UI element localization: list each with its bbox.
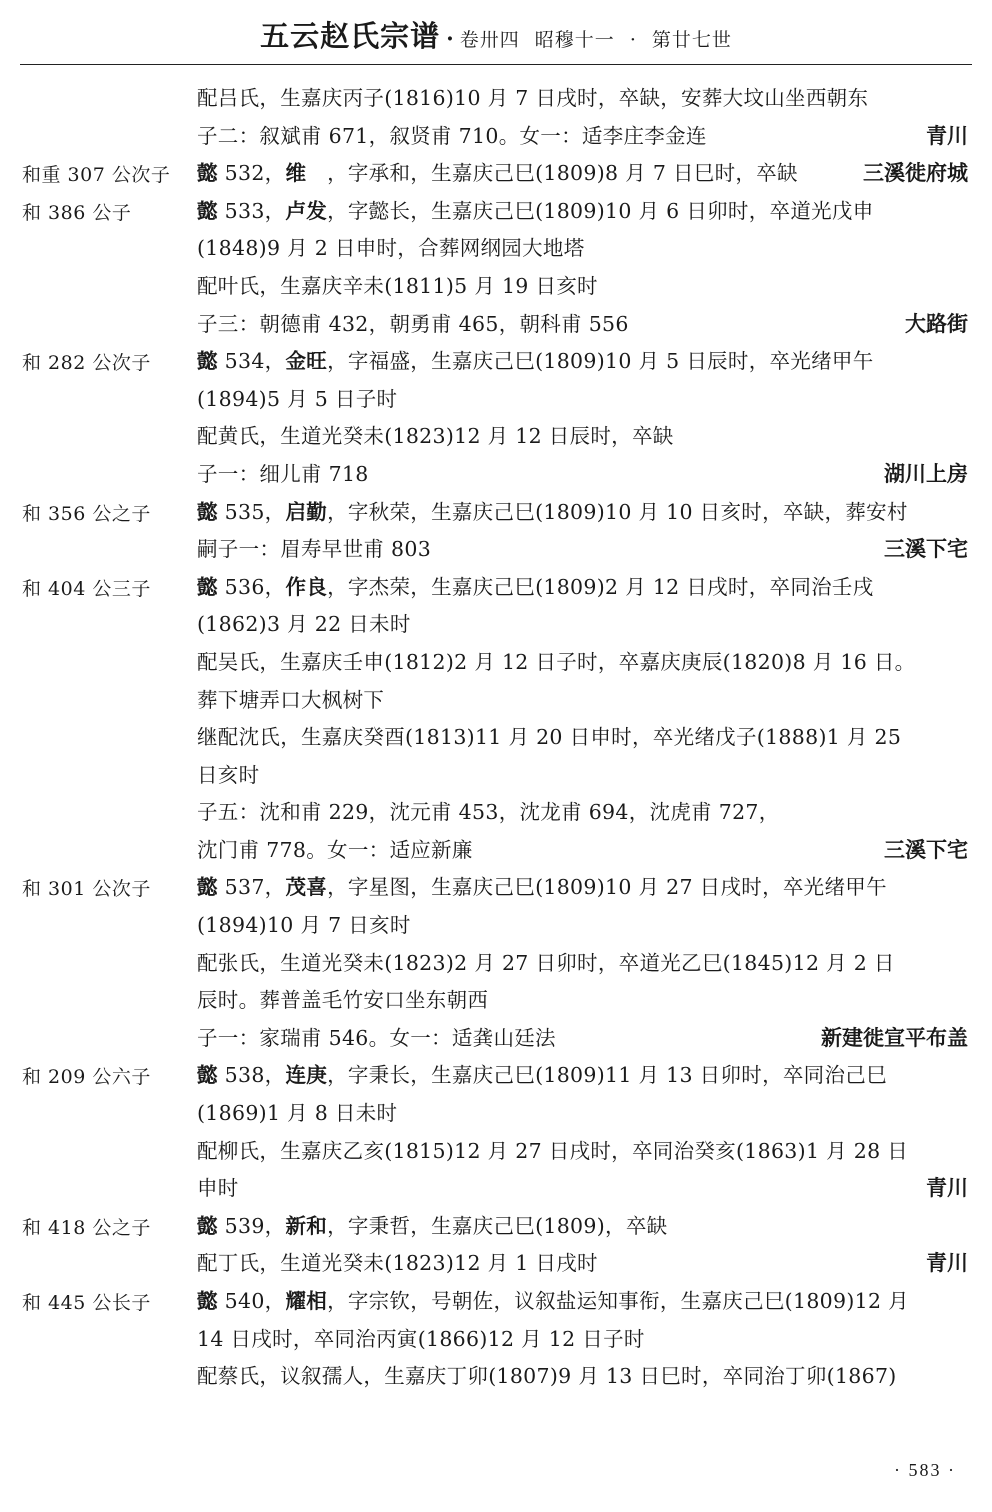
entry-lines [197, 343, 970, 493]
entry-line [197, 794, 970, 832]
entry-text: 懿 537，茂喜，字星图，生嘉庆己巳(1809)10 月 27 日戌时，卒光绪甲午 [197, 875, 887, 900]
entry-text: 懿 539，新和，字秉哲，生嘉庆己巳(1809)，卒缺 [197, 1213, 668, 1238]
genealogy-entry [0, 343, 992, 493]
entry-text: 配吕氏，生嘉庆丙子(1816)10 月 7 日戌时，卒缺，安葬大坟山坐西朝东 [197, 86, 869, 110]
entry-line [197, 1358, 970, 1396]
entry-lines [197, 1283, 970, 1396]
entry-line [197, 644, 970, 682]
entry-lines [197, 1057, 970, 1207]
entry-line [197, 531, 970, 569]
entry-text: (1894)5 月 5 日子时 [197, 386, 398, 411]
entry-line [197, 1208, 970, 1246]
volume-subtitle: 卷卅四 昭穆十一 · 第廿七世 [459, 29, 732, 51]
parent-reference: 和 282 公次子 [22, 352, 151, 375]
entry-line [197, 1245, 970, 1283]
genealogy-entry [0, 1283, 992, 1396]
entry-line [197, 306, 970, 344]
residence-place: 三溪下宅 [884, 837, 968, 862]
entry-text: 子一：家瑞甫 546。女一：适龚山廷法 [197, 1025, 556, 1050]
entry-text: 子一：细儿甫 718 [197, 461, 369, 486]
entry-lines [197, 869, 970, 1057]
residence-place: 三溪徙府城 [863, 161, 968, 186]
entry-line [197, 494, 970, 532]
entry-line [197, 1095, 970, 1133]
entry-line [197, 982, 970, 1020]
residence-place: 新建徙宣平布盖 [821, 1025, 968, 1050]
entry-text: 配丁氏，生道光癸未(1823)12 月 1 日戌时 [197, 1251, 598, 1276]
genealogy-entry [0, 1057, 992, 1207]
genealogy-title: 五云赵氏宗谱 [260, 19, 441, 53]
entry-lines [197, 1208, 970, 1283]
entry-line [197, 1283, 970, 1321]
parent-reference: 和 386 公子 [22, 201, 132, 224]
page-header [0, 14, 992, 54]
entry-text: 申时 [197, 1176, 239, 1201]
entry-lines [197, 80, 970, 155]
residence-place: 青川 [926, 123, 968, 148]
genealogy-entry [0, 1208, 992, 1283]
entry-line [197, 155, 970, 193]
entry-lines [197, 155, 970, 193]
residence-place: 湖川上房 [884, 461, 968, 486]
genealogy-entry [0, 80, 992, 155]
entry-text: 懿 535，启勤，字秋荣，生嘉庆己巳(1809)10 月 10 日亥时，卒缺，葬安村 [197, 499, 908, 524]
entry-lines [197, 193, 970, 343]
entry-text: 日亥时 [197, 762, 260, 787]
entry-text: 辰时。葬普盖毛竹安口坐东朝西 [197, 988, 489, 1013]
header-rule [20, 64, 972, 65]
entry-text: 懿 534，金旺，字福盛，生嘉庆己巳(1809)10 月 5 日辰时，卒光绪甲午 [197, 349, 874, 374]
residence-place: 青川 [926, 1251, 968, 1276]
entry-text: 子二：叙斌甫 671，叙贤甫 710。女一：适李庄李金连 [197, 123, 707, 148]
entry-line [197, 1133, 970, 1171]
residence-place: 三溪下宅 [884, 537, 968, 562]
genealogy-entry [0, 569, 992, 870]
entry-line [197, 268, 970, 306]
entry-line [197, 832, 970, 870]
genealogy-entry [0, 193, 992, 343]
entry-text: 配叶氏，生嘉庆辛未(1811)5 月 19 日亥时 [197, 273, 598, 298]
residence-place: 青川 [926, 1176, 968, 1201]
entry-line [197, 1170, 970, 1208]
entry-line [197, 945, 970, 983]
entry-lines [197, 569, 970, 870]
genealogy-entry [0, 155, 992, 193]
entry-text: (1862)3 月 22 日未时 [197, 612, 411, 637]
parent-reference: 和 418 公之子 [22, 1216, 151, 1239]
entry-text: 懿 533，卢发，字懿长，生嘉庆己巳(1809)10 月 6 日卯时，卒道光戊申 [197, 198, 874, 223]
title-separator: · [446, 26, 454, 52]
entry-line [197, 569, 970, 607]
entry-text: 沈门甫 778。女一：适应新廉 [197, 837, 473, 862]
entry-line [197, 606, 970, 644]
entry-line [197, 757, 970, 795]
entry-text: 懿 540，耀相，字宗钦，号朝佐，议叙盐运知事衔，生嘉庆己巳(1809)12 月 [197, 1289, 909, 1313]
entry-line [197, 381, 970, 419]
entry-text: 嗣子一：眉寿早世甫 803 [197, 537, 432, 562]
entry-text: 继配沈氏，生嘉庆癸酉(1813)11 月 20 日申时，卒光绪戊子(1888)1 月 25 [197, 725, 902, 750]
entry-text: 子五：沈和甫 229，沈元甫 453，沈龙甫 694，沈虎甫 727， [197, 800, 780, 825]
entry-text: 配张氏，生道光癸未(1823)2 月 27 日卯时，卒道光乙巳(1845)12 月 2 日 [197, 950, 895, 975]
parent-reference: 和 356 公之子 [22, 502, 151, 525]
entry-line [197, 418, 970, 456]
entry-text: 葬下塘弄口大枫树下 [197, 687, 385, 712]
genealogy-entries [0, 80, 992, 1396]
entry-line [197, 1321, 970, 1359]
parent-reference: 和 404 公三子 [22, 577, 151, 600]
entry-line [197, 118, 970, 156]
entry-text: 配黄氏，生道光癸未(1823)12 月 12 日辰时，卒缺 [197, 424, 674, 449]
entry-text: 配吴氏，生嘉庆壬申(1812)2 月 12 日子时，卒嘉庆庚辰(1820)8 月 16 日。 [197, 649, 916, 674]
page-number: · 583 · [894, 1460, 956, 1480]
entry-text: 懿 532，维 ，字承和，生嘉庆己巳(1809)8 月 7 日巳时，卒缺 [197, 161, 798, 186]
entry-line [197, 907, 970, 945]
entry-text: 配柳氏，生嘉庆乙亥(1815)12 月 27 日戌时，卒同治癸亥(1863)1 月 28 日 [197, 1138, 909, 1163]
entry-line [197, 1020, 970, 1058]
genealogy-entry [0, 494, 992, 569]
entry-text: 懿 538，连庚，字秉长，生嘉庆己巳(1809)11 月 13 日卯时，卒同治己巳 [197, 1063, 887, 1088]
entry-text: 配蔡氏，议叙孺人，生嘉庆丁卯(1807)9 月 13 日巳时，卒同治丁卯(1867) [197, 1364, 897, 1389]
parent-reference: 和 209 公六子 [22, 1066, 151, 1089]
entry-line [197, 719, 970, 757]
entry-line [197, 193, 970, 231]
genealogy-entry [0, 869, 992, 1057]
entry-text: 14 日戌时，卒同治丙寅(1866)12 月 12 日子时 [197, 1326, 645, 1351]
entry-line [197, 1057, 970, 1095]
entry-line [197, 456, 970, 494]
entry-line [197, 230, 970, 268]
parent-reference: 和重 307 公次子 [22, 164, 171, 187]
entry-line [197, 80, 970, 118]
parent-reference: 和 301 公次子 [22, 878, 151, 901]
entry-line [197, 682, 970, 720]
entry-line [197, 343, 970, 381]
entry-line [197, 869, 970, 907]
entry-text: (1894)10 月 7 日亥时 [197, 913, 411, 938]
entry-text: 懿 536，作良，字杰荣，生嘉庆己巳(1809)2 月 12 日戌时，卒同治壬戌 [197, 574, 874, 599]
residence-place: 大路街 [905, 311, 968, 336]
entry-text: (1869)1 月 8 日未时 [197, 1101, 398, 1126]
parent-reference: 和 445 公长子 [22, 1292, 151, 1314]
entry-lines [197, 494, 970, 569]
entry-text: (1848)9 月 2 日申时，合葬网纲园大地塔 [197, 236, 585, 261]
entry-text: 子三：朝德甫 432，朝勇甫 465，朝科甫 556 [197, 311, 629, 336]
